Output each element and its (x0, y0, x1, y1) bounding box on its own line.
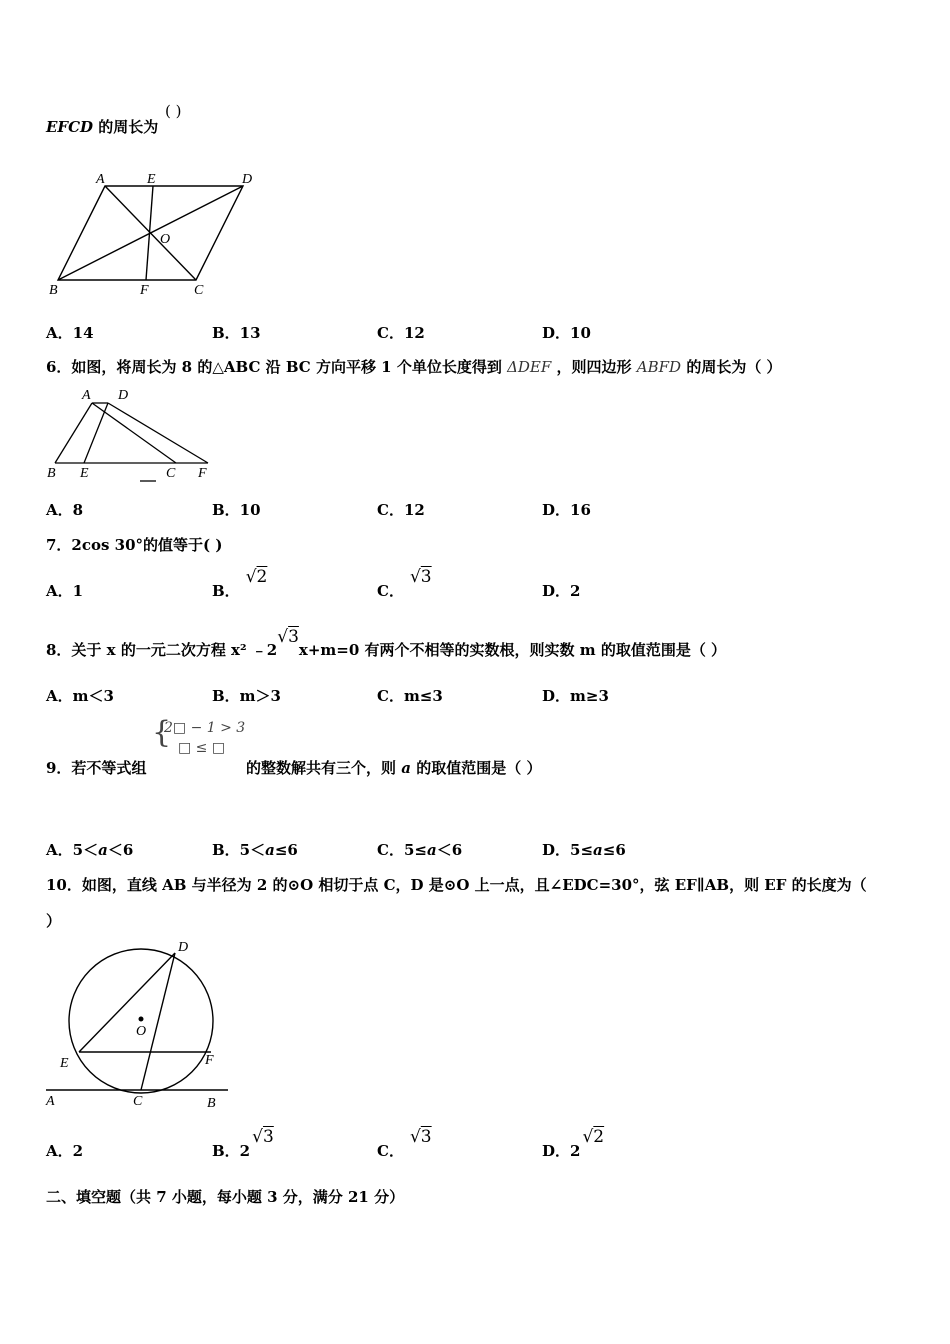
q7-option-c-sqrt: √3 (409, 567, 432, 587)
q9-option-c-var: a (426, 841, 437, 859)
q9-option-c-pre: C．5≤ (377, 841, 427, 859)
q9-stem (246, 757, 541, 778)
q9-text-b: 的整数解共有三个，则 (246, 759, 397, 777)
q9-option-d-post: ≤6 (602, 841, 626, 859)
q6-option-b[interactable]: B．10 (212, 501, 261, 519)
q9-option-b[interactable] (212, 839, 298, 860)
q10-option-c-prefix: C． (377, 1142, 404, 1160)
q10-option-d-sqrt: √2 (582, 1127, 605, 1147)
q10-circle-figure (40, 935, 235, 1110)
q7-option-c[interactable] (377, 566, 432, 600)
section-2-title: 二、填空题（共 7 小题，每小题 3 分，满分 21 分） (46, 1188, 405, 1206)
q10-label-b: B (207, 1096, 216, 1110)
q8-sqrt: √3 (277, 627, 299, 647)
q6-stem (46, 356, 782, 377)
q10-center-dot (139, 1017, 144, 1022)
q10-label-o: O (136, 1024, 147, 1039)
q9-option-b-pre: B．5＜ (212, 841, 266, 859)
q7-stem: 7．2cos 30°的值等于( ) (46, 536, 223, 554)
q6-label-e: E (80, 466, 89, 481)
q5-label-b: B (49, 283, 58, 298)
q10-label-d: D (178, 940, 189, 955)
q7-option-d[interactable]: D．2 (542, 582, 581, 600)
q5-diagonal-bd (58, 186, 243, 280)
q9-option-b-var: a (265, 841, 275, 859)
q10-label-f: F (205, 1053, 214, 1068)
q5-label-f: F (140, 283, 149, 298)
q5-stem-text: 的周长为 (93, 118, 159, 136)
q9-option-c-post: ＜6 (436, 841, 463, 859)
q6-translation-figure (40, 385, 220, 483)
q7-option-a[interactable]: A．1 (46, 582, 84, 600)
q8-option-c[interactable]: C．m≤3 (377, 687, 443, 705)
q9-option-a-var: a (98, 841, 108, 859)
q6-math-abfd: ABFD (636, 358, 682, 376)
q5-label-c: C (194, 283, 204, 298)
q6-label-d: D (118, 388, 129, 403)
q10-option-b[interactable] (212, 1126, 274, 1160)
q5-parallelogram-figure (40, 165, 270, 300)
q10-option-d-prefix: D．2 (542, 1142, 581, 1160)
q9-system-line-2: □ ≤ □ (178, 740, 226, 756)
q8-option-b[interactable]: B．m＞3 (212, 687, 281, 705)
q5-label-o: O (160, 232, 171, 247)
q7-option-c-prefix: C． (377, 582, 404, 600)
q9-option-a[interactable] (46, 839, 133, 860)
q6-text-c: 的周长为（ ） (686, 358, 782, 376)
q10-label-c: C (133, 1094, 143, 1109)
q10-label-a: A (46, 1094, 55, 1109)
q6-option-d[interactable]: D．16 (542, 501, 591, 519)
q7-option-b-sqrt: √2 (245, 567, 268, 587)
q9-option-d-var: a (593, 841, 603, 859)
q6-label-f: F (198, 466, 207, 481)
q6-text-a: 6．如图，将周长为 8 的△ABC 沿 BC 方向平移 1 个单位长度得到 (46, 358, 502, 376)
q9-brace-icon: { (152, 715, 172, 750)
q6-label-a: A (82, 388, 91, 403)
q10-option-b-sqrt: √3 (252, 1127, 274, 1147)
q10-option-d[interactable] (542, 1126, 605, 1160)
q10-option-a[interactable]: A．2 (46, 1142, 84, 1160)
q9-text-c: 的取值范围是（ ） (416, 759, 542, 777)
q9-var: a (401, 759, 411, 777)
q6-label-c: C (166, 466, 176, 481)
q5-option-b[interactable]: B．13 (212, 324, 261, 342)
q10-option-b-prefix: B．2 (212, 1142, 251, 1160)
q9-option-c[interactable] (377, 839, 462, 860)
q9-option-d[interactable] (542, 839, 626, 860)
q9-option-b-post: ≤6 (274, 841, 298, 859)
q9-option-a-pre: A．5＜ (46, 841, 99, 859)
q10-chord-dc (141, 953, 175, 1090)
q10-option-c[interactable] (377, 1126, 432, 1160)
q8-stem (46, 626, 727, 659)
q6-side-ab (55, 403, 92, 463)
q6-label-b: B (47, 466, 56, 481)
q5-stem (46, 116, 158, 137)
q8-option-a[interactable]: A．m＜3 (46, 687, 114, 705)
q6-side-ed (84, 403, 108, 463)
q5-label-d: D (242, 172, 253, 187)
q9-option-a-post: ＜6 (107, 841, 134, 859)
q6-option-a[interactable]: A．8 (46, 501, 84, 519)
q5-option-c[interactable]: C．12 (377, 324, 425, 342)
q7-option-b-prefix: B． (212, 582, 240, 600)
q8-text-b: x+m=0 有两个不相等的实数根，则实数 m 的取值范围是（ ） (298, 641, 727, 659)
q9-option-d-pre: D．5≤ (542, 841, 594, 859)
q5-label-e: E (147, 172, 156, 187)
q5-label-a: A (96, 172, 105, 187)
q5-option-d[interactable]: D．10 (542, 324, 591, 342)
q8-option-d[interactable]: D．m≥3 (542, 687, 609, 705)
q10-label-e: E (60, 1056, 69, 1071)
q9-system-line-1: 2□ − 1 > 3 (164, 720, 246, 736)
q10-stem-line2: ） (46, 912, 62, 930)
q8-text-a: 8．关于 x 的一元二次方程 x² ﹣2 (46, 641, 278, 659)
q9-stem-prefix: 9．若不等式组 (46, 759, 147, 777)
q6-side-df (108, 403, 208, 463)
q5-stem-italic: EFCD (46, 118, 94, 136)
q10-option-c-sqrt: √3 (409, 1127, 432, 1147)
q5-option-a[interactable]: A．14 (46, 324, 94, 342)
q5-answer-paren: ( ) (165, 102, 182, 120)
q6-option-c[interactable]: C．12 (377, 501, 425, 519)
q6-text-b: ，则四边形 (556, 358, 632, 376)
q10-stem-line1: 10．如图，直线 AB 与半径为 2 的⊙O 相切于点 C，D 是⊙O 上一点，且∠EDC=30°，弦 EF∥AB，则 EF 的长度为（ (46, 876, 867, 894)
q7-option-b[interactable] (212, 566, 268, 600)
q6-math-def: ΔDEF (507, 358, 552, 376)
